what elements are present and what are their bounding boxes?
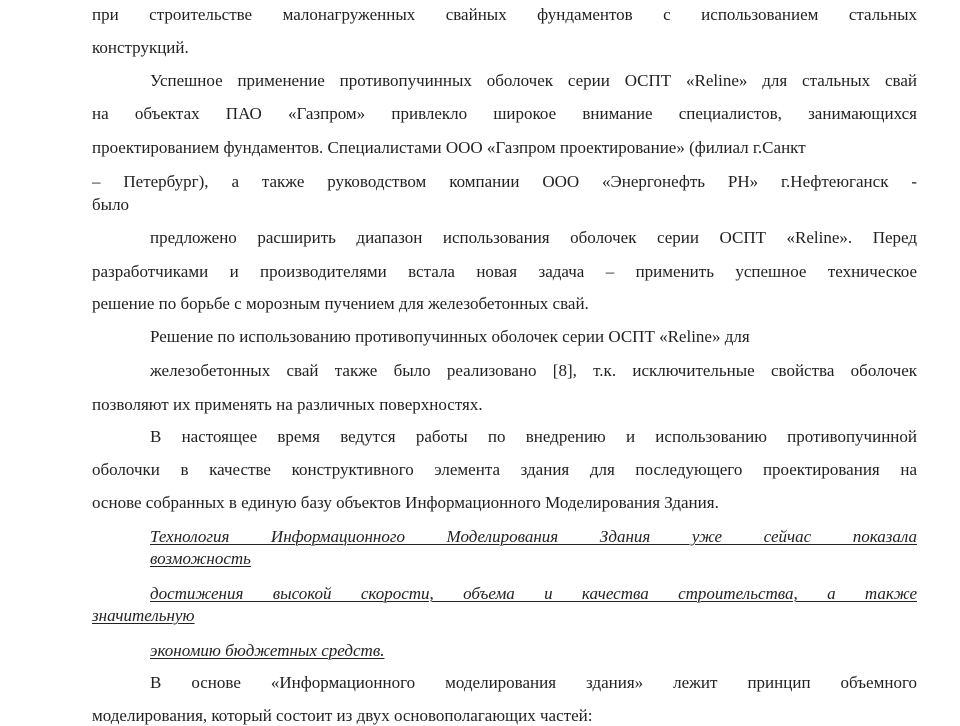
text-line: на объектах ПАО «Газпром» привлекло широкое внимание специалистов, занимающихся (92, 104, 917, 123)
text-line: основе собранных в единую базу объектов Информационного Моделирования Здания. (92, 493, 719, 512)
italic-line: значительную (92, 606, 195, 625)
text-line: позволяют их применять на различных поверхностях. (92, 395, 483, 414)
italic-line: экономию бюджетных средств. (150, 641, 385, 660)
paragraph-start: В настоящее время ведутся работы по внедрению и использованию противопучинной (150, 427, 917, 446)
paragraph-start: В основе «Информационного моделирования здания» лежит принцип объемного (150, 673, 917, 692)
italic-line: возможность (150, 549, 251, 568)
text-line: при строительстве малонагруженных свайных фундаментов с использованием стальных (92, 5, 917, 24)
text-line: было (92, 195, 130, 214)
italic-line: Технология Информационного Моделирования Здания уже сейчас показала (150, 527, 917, 546)
text-line: моделирования, который состоит из двух основополагающих частей: (92, 706, 593, 725)
italic-line: достижения высокой скорости, объема и качества строительства, а также (150, 584, 917, 603)
paragraph-start: Успешное применение противопучинных оболочек серии ОСПТ «Reline» для стальных свай (150, 71, 917, 90)
text-line: проектированием фундаментов. Специалистами ООО «Газпром проектирование» (филиал г.Санкт (92, 138, 806, 157)
paragraph-start: Решение по использованию противопучинных оболочек серии ОСПТ «Reline» для (150, 327, 750, 346)
text-line: предложено расширить диапазон использования оболочек серии ОСПТ «Reline». Перед (150, 228, 917, 247)
text-line: конструкций. (92, 38, 189, 57)
text-line: решение по борьбе с морозным пучением для железобетонных свай. (92, 294, 589, 313)
text-line: – Петербург), а также руководством компании ООО «Энергонефть РН» г.Нефтеюганск - (92, 172, 917, 191)
text-line: железобетонных свай также было реализовано [8], т.к. исключительные свойства оболочек (150, 361, 917, 380)
text-line: оболочки в качестве конструктивного элемента здания для последующего проектирования на (92, 460, 917, 479)
text-line: разработчиками и производителями встала новая задача – применить успешное техническое (92, 262, 917, 281)
